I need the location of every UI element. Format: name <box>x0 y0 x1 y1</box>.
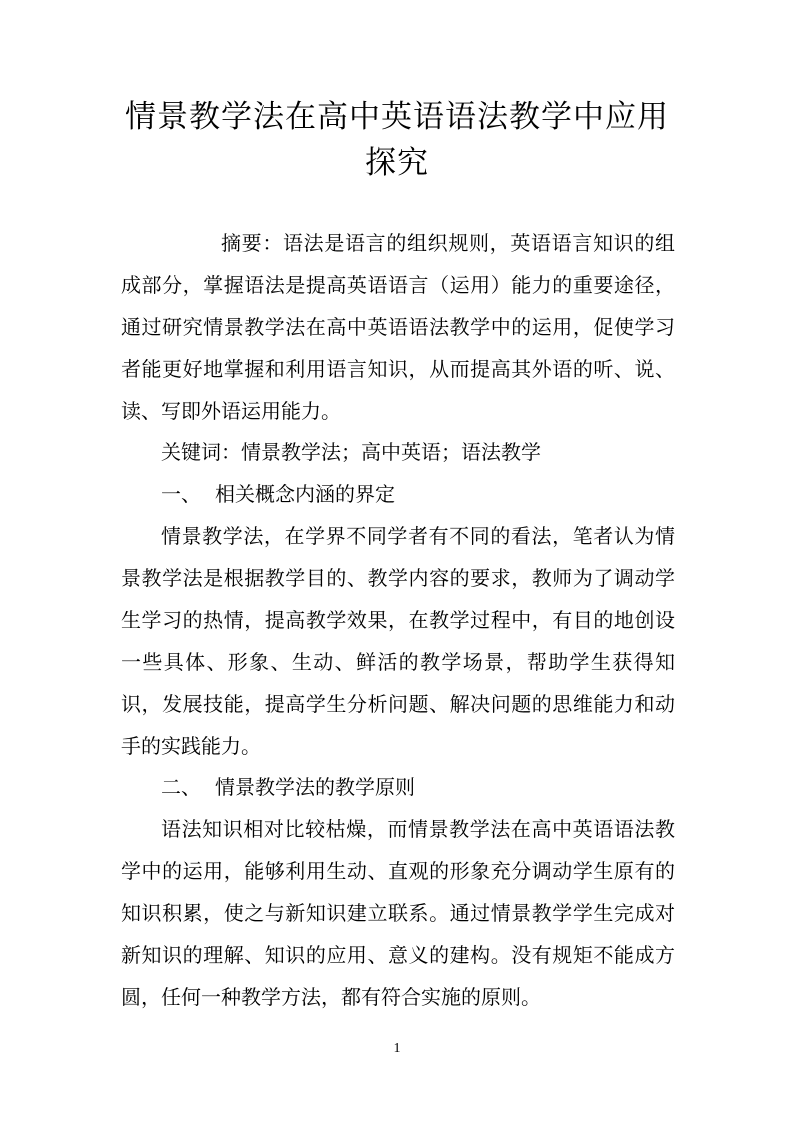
abstract-paragraph: 摘要：语法是语言的组织规则，英语语言知识的组成部分，掌握语法是提高英语语言（运用）能力的重要途径，通过研究情景教学法在高中英语语法教学中的运用，促使学习者能更好地掌握和利用语言知识，从而提高其外语的听、说、读、写即外语运用能力。 <box>121 231 675 423</box>
page-number: 1 <box>393 1041 401 1056</box>
section-1-heading-text: 相关概念内涵的界定 <box>215 482 395 506</box>
document-title: 情景教学法在高中英语语法教学中应用探究 <box>125 99 669 181</box>
section-2-heading <box>121 766 675 808</box>
section-2-number: 二、 <box>161 775 201 799</box>
keywords-line: 关键词：情景教学法；高中英语；语法教学 <box>161 440 541 464</box>
section-2-heading-text: 情景教学法的教学原则 <box>215 775 415 799</box>
section-1-heading <box>121 473 675 515</box>
section-2-paragraph: 语法知识相对比较枯燥，而情景教学法在高中英语语法教学中的运用，能够利用生动、直观的形象充分调动学生原有的知识积累，使之与新知识建立联系。通过情景教学学生完成对新知识的理解、知识的应用、意义的建构。没有规矩不能成方圆，任何一种教学方法，都有符合实施的原则。 <box>121 817 675 1009</box>
section-1-paragraph: 情景教学法，在学界不同学者有不同的看法，笔者认为情景教学法是根据教学目的、教学内容的要求，教师为了调动学生学习的热情，提高教学效果，在教学过程中，有目的地创设一些具体、形象、生动、鲜活的教学场景，帮助学生获得知识，发展技能，提高学生分析问题、解决问题的思维能力和动手的实践能力。 <box>121 524 675 758</box>
section-1-number: 一、 <box>161 482 201 506</box>
